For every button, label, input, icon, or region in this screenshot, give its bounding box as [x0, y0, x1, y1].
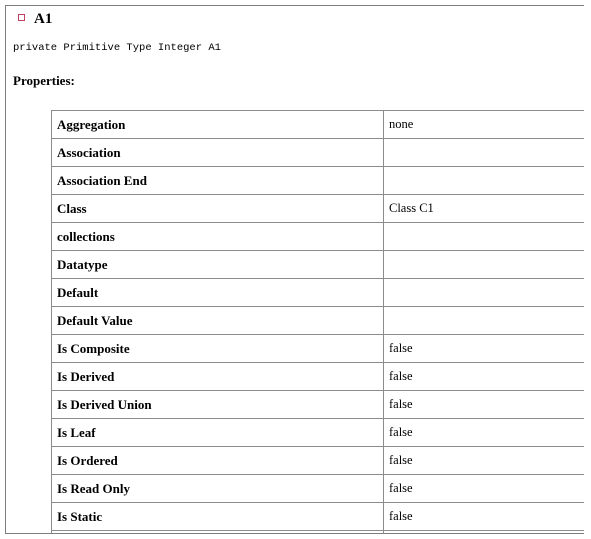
property-row: [52, 251, 585, 279]
property-value: [384, 223, 585, 251]
property-name: Is Derived Union: [52, 391, 384, 419]
property-value: false: [384, 391, 585, 419]
property-row: [52, 195, 585, 223]
property-name: Is Composite: [52, 335, 384, 363]
property-row: [52, 139, 585, 167]
properties-table: [51, 110, 584, 534]
property-row: [52, 111, 585, 139]
property-value: false: [384, 447, 585, 475]
property-row: [52, 223, 585, 251]
property-value: [384, 279, 585, 307]
property-name: [52, 531, 384, 535]
property-value: [384, 139, 585, 167]
property-value: false: [384, 335, 585, 363]
property-row: [52, 363, 585, 391]
properties-label: Properties:: [13, 73, 75, 88]
property-name: Default Value: [52, 307, 384, 335]
property-name: collections: [52, 223, 384, 251]
property-row: [52, 475, 585, 503]
property-value: Class C1: [384, 195, 585, 223]
property-name: Association: [52, 139, 384, 167]
property-row: [52, 391, 585, 419]
property-value: [384, 167, 585, 195]
property-value: [384, 251, 585, 279]
property-name: Is Static: [52, 503, 384, 531]
property-name: Is Read Only: [52, 475, 384, 503]
element-heading: [18, 10, 52, 28]
document-frame: [5, 5, 584, 534]
properties-table-body: [52, 111, 585, 535]
property-name: Class: [52, 195, 384, 223]
property-value: [384, 531, 585, 535]
property-name: Is Derived: [52, 363, 384, 391]
property-row: [52, 335, 585, 363]
property-row: [52, 279, 585, 307]
property-row: [52, 419, 585, 447]
property-row: [52, 307, 585, 335]
element-title: A1: [34, 10, 53, 27]
property-row: [52, 447, 585, 475]
property-name: Datatype: [52, 251, 384, 279]
property-name: Association End: [52, 167, 384, 195]
property-value: false: [384, 475, 585, 503]
property-name: Aggregation: [52, 111, 384, 139]
property-value: none: [384, 111, 585, 139]
property-value: false: [384, 363, 585, 391]
property-name: Is Leaf: [52, 419, 384, 447]
property-row: [52, 531, 585, 535]
element-signature: private Primitive Type Integer A1: [13, 42, 221, 54]
property-name: Is Ordered: [52, 447, 384, 475]
property-value: [384, 307, 585, 335]
property-row: [52, 167, 585, 195]
square-bullet-icon: [18, 14, 25, 21]
property-row: [52, 503, 585, 531]
property-value: false: [384, 503, 585, 531]
property-name: Default: [52, 279, 384, 307]
property-value: false: [384, 419, 585, 447]
